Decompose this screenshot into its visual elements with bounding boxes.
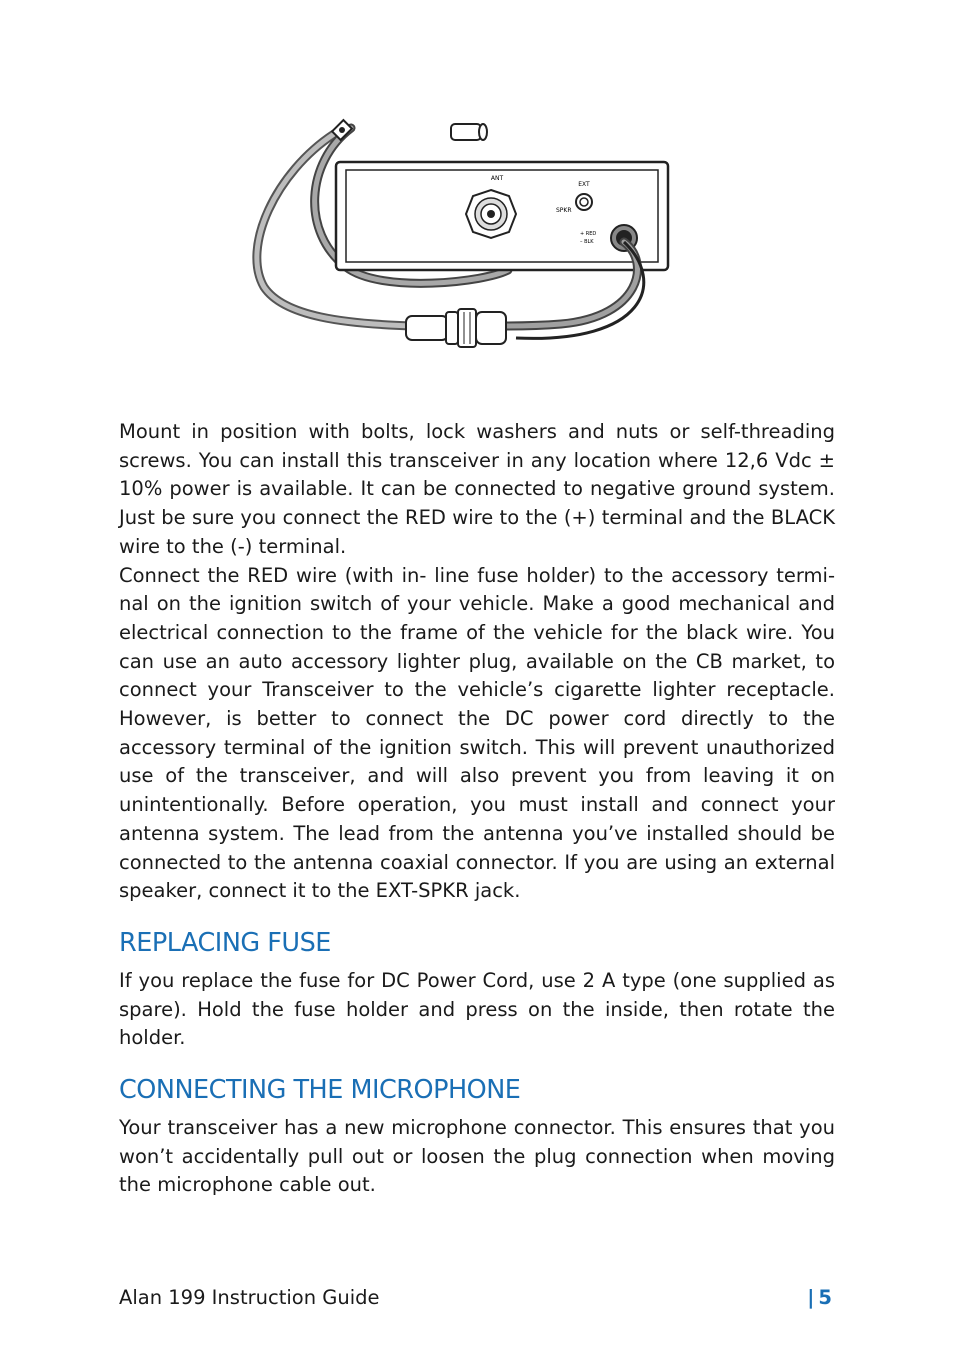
microphone-paragraph: Your transceiver has a new microphone connector. This ensures that you won’t accidentally pull out or loosen the plug connection when moving the microphone cable out. <box>119 1116 835 1197</box>
ant-label: ANT <box>490 175 504 182</box>
footer-page-number-group <box>807 1283 832 1313</box>
red-label: + RED <box>580 231 597 237</box>
ext-spkr-jack <box>576 194 592 210</box>
bullet-connector <box>451 124 487 140</box>
heading-replacing-fuse: REPLACING FUSE <box>119 927 331 958</box>
antenna-connector <box>466 190 516 238</box>
intro-paragraph-connection: Connect the RED wire (with in- line fuse holder) to the accessory terminal on the ignition switch of your vehicle. Make a good mechanical and electrical connection to the frame of the vehicle for the black wire. You can use an auto accessory lighter plug, available on the CB market, to connect your Transceiver to the vehicle’s cigarette lighter receptacle. However, is better to connect the DC power cord directly to the accessory terminal of the ignition switch. This will prevent unauthorized use of the transceiver, and will also prevent you from leaving it on unintentionally. Before operation, you must install and connect your antenna system. The lead from the antenna you’ve installed should be connected to the antenna coaxial connector. If you are using an external speaker, connect it to the EXT-SPKR jack. <box>119 563 835 903</box>
page-content <box>119 418 835 1200</box>
blk-label: – BLK <box>580 239 594 245</box>
fuse-holder <box>406 309 506 347</box>
page-footer <box>119 1283 835 1313</box>
footer-separator: | <box>807 1286 815 1309</box>
footer-guide-title: Alan 199 Instruction Guide <box>119 1286 380 1309</box>
rear-panel-drawing <box>246 112 674 378</box>
spkr-label: SPKR <box>556 207 572 214</box>
intro-paragraph-mounting: Mount in position with bolts, lock washers and nuts or self-threading screws. You can install this transceiver in any location where 12,6 Vdc ± 10% power is available. It can be connected to negative ground system. Just be sure you connect the RED wire to the (+) terminal and the BLACK wire to the (-) terminal. <box>119 420 835 558</box>
ext-label: EXT <box>578 181 590 188</box>
rear-panel-illustration <box>246 112 674 378</box>
fuse-paragraph: If you replace the fuse for DC Power Cord, use 2 A type (one supplied as spare). Hold the fuse holder and press on the inside, then rotate the holder. <box>119 968 835 1050</box>
heading-connecting-microphone: CONNECTING THE MICROPHONE <box>119 1075 521 1106</box>
page-number: 5 <box>818 1286 832 1309</box>
